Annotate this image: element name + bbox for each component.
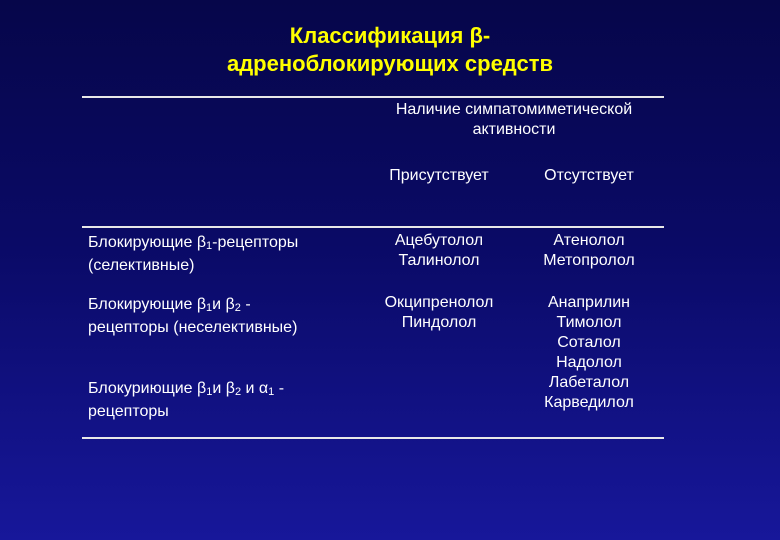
title-line-2: адреноблокирующих средств xyxy=(226,51,554,76)
drug-name: Ацебутолол xyxy=(394,232,484,249)
group-header xyxy=(364,100,664,140)
row-2-absent xyxy=(514,293,664,413)
drug-name: Талинолол xyxy=(398,252,480,269)
drug-name: Надолол xyxy=(556,354,622,371)
drug-name: Соталол xyxy=(557,334,621,351)
drug-name: Лабеталол xyxy=(548,374,630,391)
header-rule xyxy=(82,226,664,228)
drug-name: Окципренолол xyxy=(384,294,494,311)
title-line-1: Классификация β- xyxy=(289,23,491,48)
group-header-line-1: Наличие симпатомиметической xyxy=(395,101,633,118)
table-bottom-rule xyxy=(82,437,664,439)
slide-title xyxy=(0,22,780,78)
row-1-present xyxy=(364,231,514,271)
drug-name: Карведилол xyxy=(544,394,634,411)
row-1-label: Блокирующие $\beta_1$-рецепторы (селективные) xyxy=(88,234,299,274)
column-header-absent: Отсутствует xyxy=(544,167,634,184)
row-3-label: Блокуриющие $\beta_1и$ $\beta_2$ и $\alpha_1$ - рецепторы xyxy=(88,380,285,420)
drug-name: Анаприлин xyxy=(547,294,630,311)
group-header-line-2: активности xyxy=(472,121,556,138)
row-1-absent xyxy=(514,231,664,271)
drug-name: Пиндолол xyxy=(401,314,477,331)
column-header-present: Присутствует xyxy=(389,167,489,184)
row-2-present xyxy=(364,293,514,333)
row-2-label: Блокирующие $\beta_1и$ $\beta_2$ - рецепторы (неселективные) xyxy=(88,296,298,336)
drug-name: Тимолол xyxy=(556,314,622,331)
drug-name: Атенолол xyxy=(553,232,625,249)
drug-name: Метопролол xyxy=(543,252,635,269)
table-top-rule xyxy=(82,96,664,98)
